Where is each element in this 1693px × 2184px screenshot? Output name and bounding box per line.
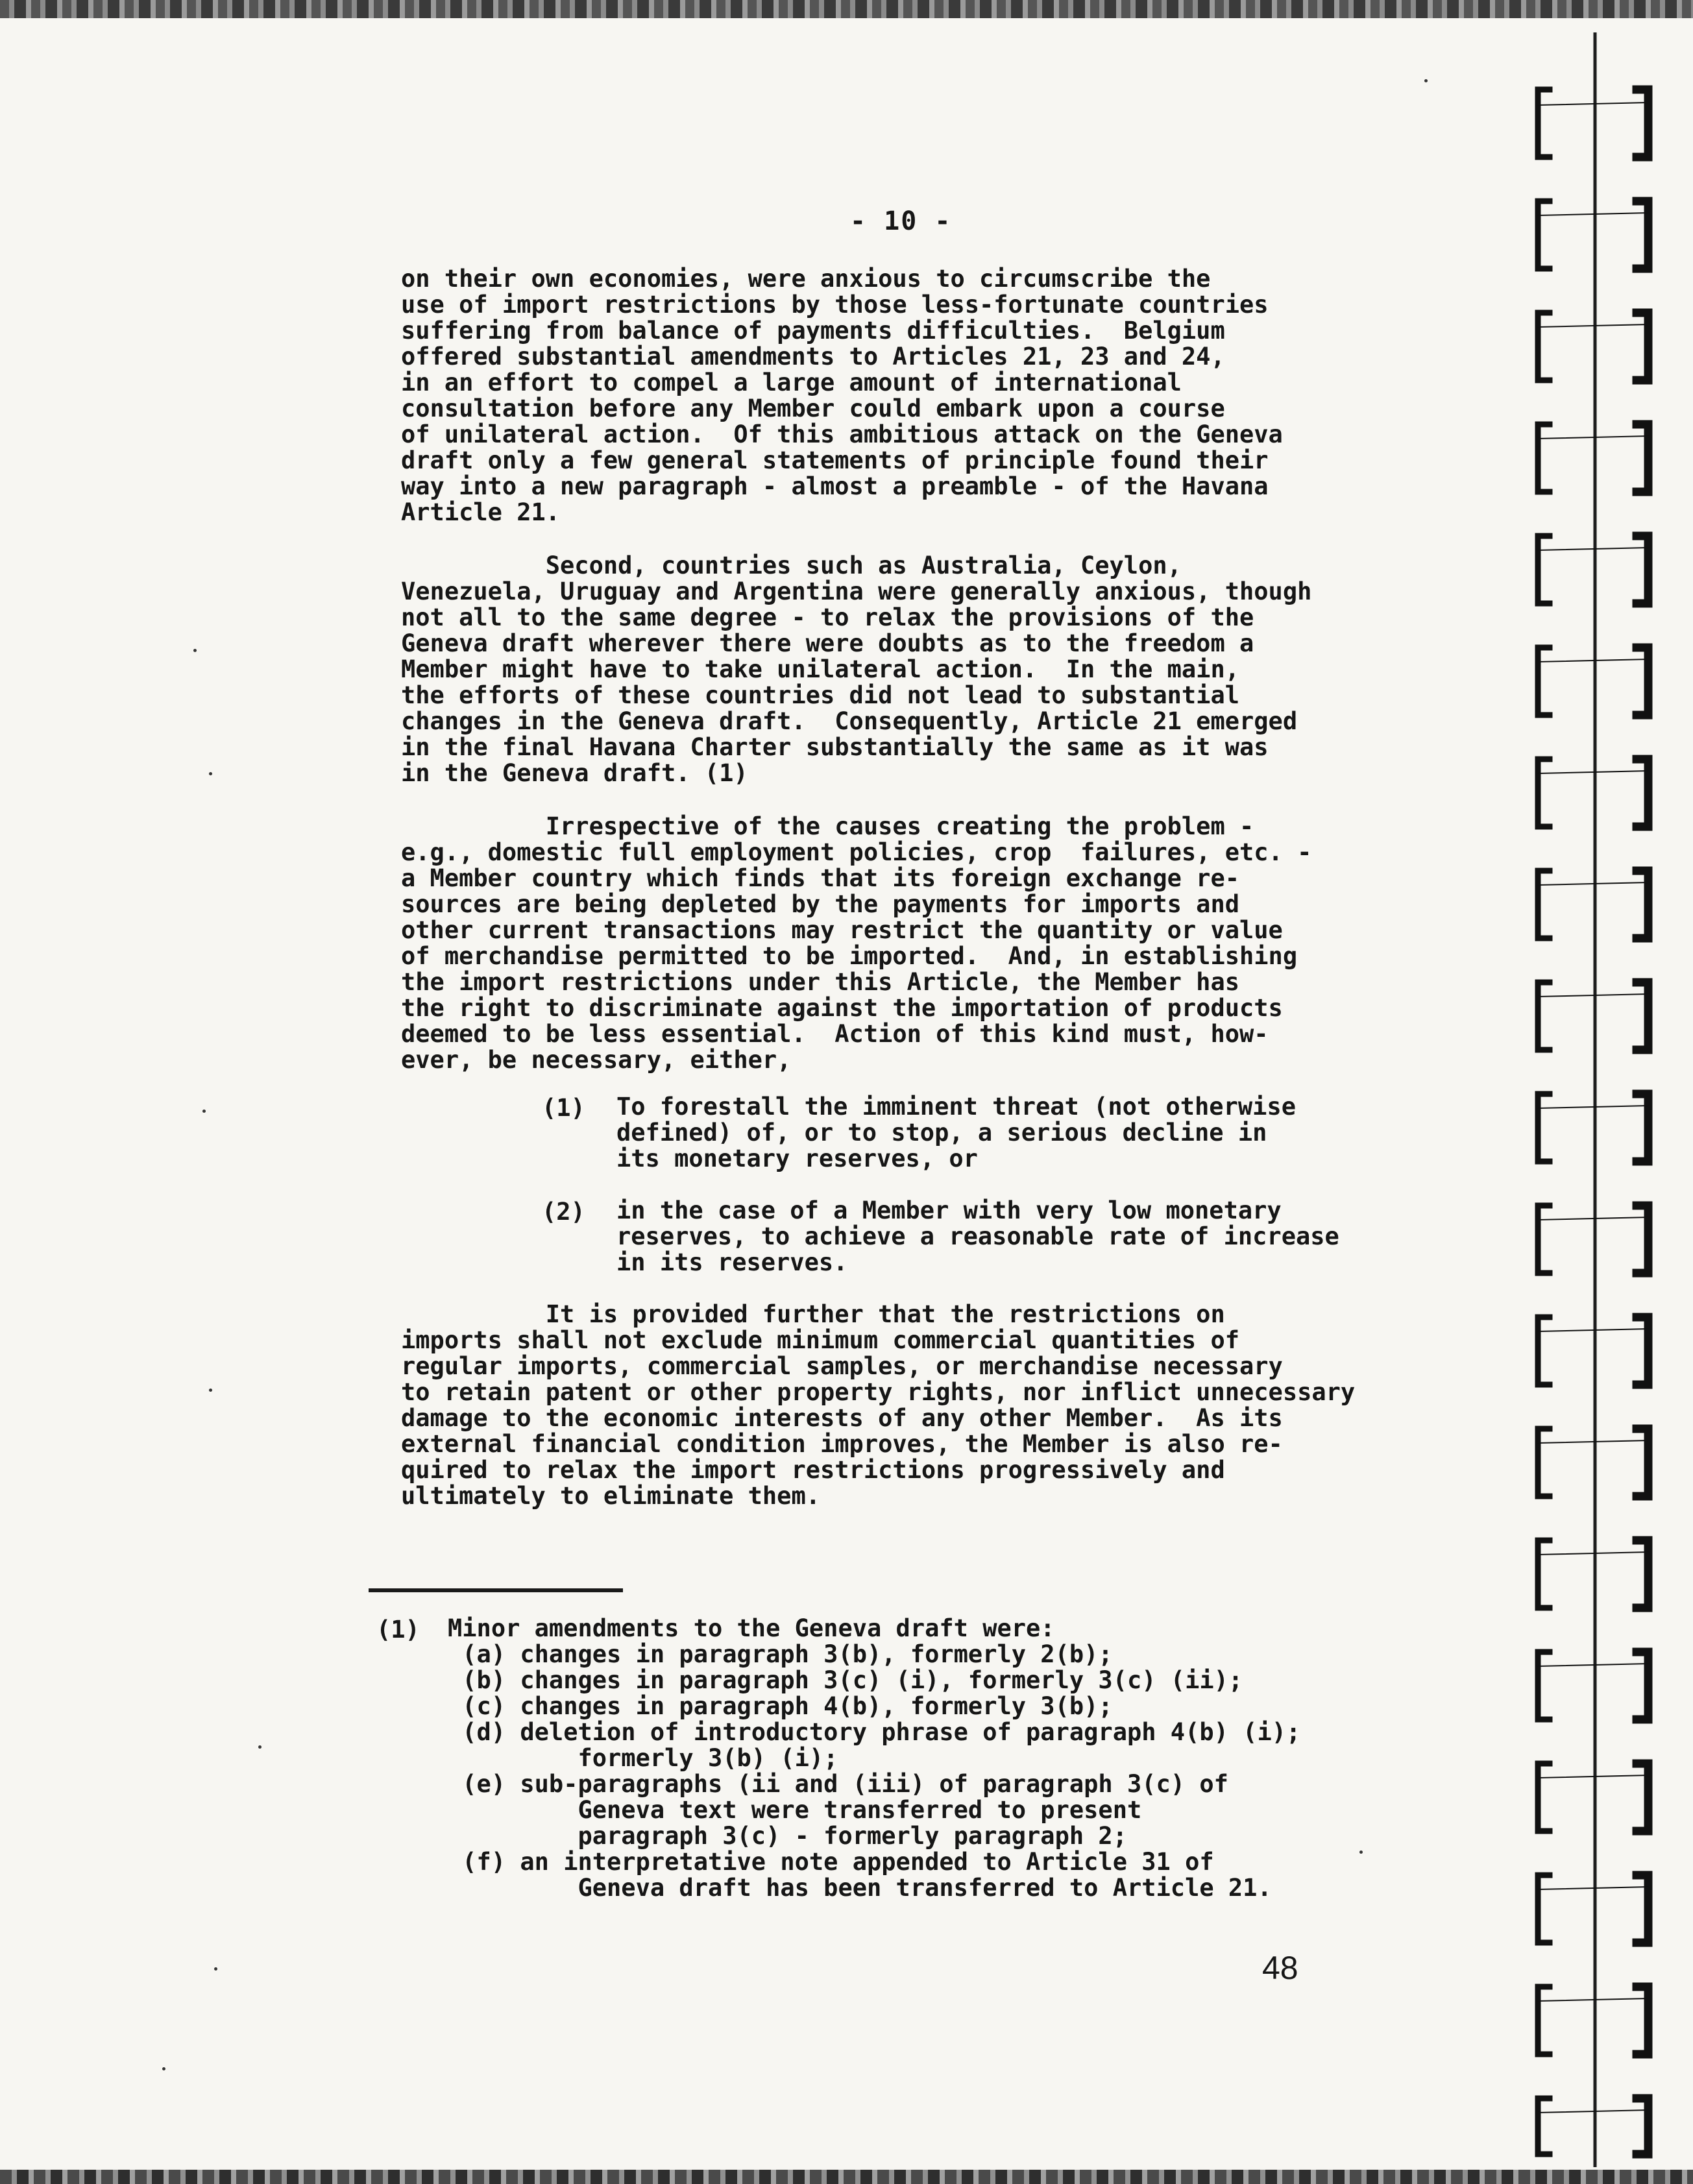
- paragraph-3: Irrespective of the causes creating the problem - e.g., domestic full employment policies, crop failures, etc. - a Member country which finds that its foreign exchange re- sources are being depleted by the payments for imports and other current transactions may restrict the quantity or value of merchandise permitted to be imported. And, in establishing the import restrictions under this Article, the Member has the right to discriminate against the importation of products deemed to be less essential. Action of this kind must, how- ever, be necessary, either,: [401, 812, 1312, 1074]
- paragraph-1: on their own economies, were anxious to circumscribe the use of import restrictions by those less-fortunate countries suffering from balance of payments difficulties. Belgium offered substantial amendments to Articles 21, 23 and 24, in an effort to compel a large amount of international consultation before any Member could embark upon a course of unilateral action. Of this ambitious attack on the Geneva draft only a few general statements of principle found their way into a new paragraph - almost a preamble - of the Havana Article 21.: [401, 265, 1283, 526]
- binding-ring: [1538, 90, 1648, 2154]
- footnote-text: Minor amendments to the Geneva draft were: (a) changes in paragraph 3(b), formerly 2(b); (b) changes in paragraph 3(c) (i), formerly 3(c) (ii); (c) changes in paragraph 4(b), formerly 3(b); (d) deletion of introductory phrase of paragraph 4(b) (i); formerly 3(b) (i); (e) sub-paragraphs (ii and (iii) of paragraph 3(c) of Geneva text were transferred to present paragraph 3(c) - formerly paragraph 2; (f) an interpretative note appended to Article 31 of Geneva draft has been transferred to Article 21.: [448, 1614, 1301, 1902]
- list-item-number: (1): [542, 1094, 585, 1122]
- speck: [209, 772, 212, 775]
- speck: [258, 1745, 262, 1749]
- page-stamp-number: 48: [1262, 1950, 1298, 1986]
- scan-edge-top: [0, 0, 1693, 18]
- footnote-number: (1): [376, 1616, 420, 1644]
- speck: [193, 649, 197, 652]
- list-item-text: in the case of a Member with very low monetary reserves, to achieve a reasonable rate of increase in its reserves.: [616, 1196, 1339, 1276]
- scan-edge-bottom: [0, 2170, 1693, 2184]
- speck: [162, 2067, 165, 2070]
- paragraph-2: Second, countries such as Australia, Ceylon, Venezuela, Uruguay and Argentina were generally anxious, though not all to the same degree - to relax the provisions of the Geneva draft wherever there were doubts as to the freedom a Member might have to take unilateral action. In the main, the efforts of these countries did not lead to substantial changes in the Geneva draft. Consequently, Article 21 emerged in the final Havana Charter substantially the same as it was in the Geneva draft. (1): [401, 552, 1312, 787]
- paragraph-4: It is provided further that the restrictions on imports shall not exclude minimum commercial quantities of regular imports, commercial samples, or merchandise necessary to retain patent or other property rights, nor inflict unnecessary damage to the economic interests of any other Member. As its external financial condition improves, the Member is also re- quired to relax the import restrictions progressively and ultimately to eliminate them.: [401, 1300, 1356, 1510]
- list-item-text: To forestall the imminent threat (not otherwise defined) of, or to stop, a serious decline in its monetary reserves, or: [616, 1093, 1296, 1172]
- speck: [202, 1110, 206, 1113]
- speck: [1359, 1850, 1363, 1854]
- footnote-divider: [369, 1588, 623, 1592]
- spiral-binding: [1518, 32, 1668, 2167]
- speck: [214, 1967, 217, 1971]
- speck: [1424, 79, 1428, 82]
- list-item-number: (2): [542, 1198, 585, 1226]
- speck: [209, 1389, 212, 1392]
- page-header-number: - 10 -: [850, 206, 952, 236]
